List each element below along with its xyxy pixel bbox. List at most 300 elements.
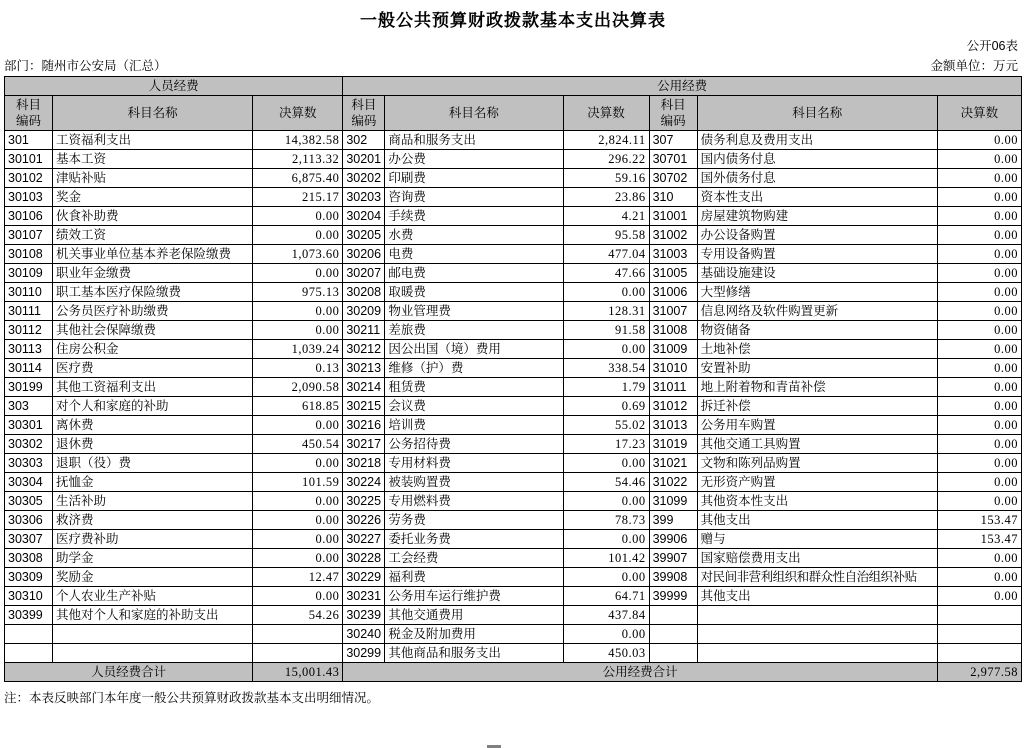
cell-name — [697, 644, 937, 663]
cell-amount: 23.86 — [563, 188, 649, 207]
header-amount-1: 决算数 — [253, 96, 343, 131]
cell-code: 30213 — [343, 359, 385, 378]
cell-name: 租赁费 — [385, 378, 563, 397]
cell-name: 会议费 — [385, 397, 563, 416]
dept-unit-line — [0, 54, 1026, 76]
table-row — [5, 150, 1022, 169]
cell-amount: 0.00 — [937, 188, 1021, 207]
cell-name: 工资福利支出 — [53, 131, 253, 150]
table-row — [5, 397, 1022, 416]
cell-code: 30113 — [5, 340, 53, 359]
cell-code: 30203 — [343, 188, 385, 207]
cell-code: 31099 — [649, 492, 697, 511]
table-row — [5, 283, 1022, 302]
cell-code: 31001 — [649, 207, 697, 226]
cell-name: 文物和陈列品购置 — [697, 454, 937, 473]
cell-code: 39908 — [649, 568, 697, 587]
cell-amount: 0.00 — [253, 264, 343, 283]
cell-code: 30204 — [343, 207, 385, 226]
cell-code: 39907 — [649, 549, 697, 568]
cell-name: 国家赔偿费用支出 — [697, 549, 937, 568]
cell-amount: 0.00 — [937, 492, 1021, 511]
cell-name: 取暖费 — [385, 283, 563, 302]
group-public: 公用经费 — [343, 77, 1022, 96]
cell-code: 30240 — [343, 625, 385, 644]
cell-amount: 0.00 — [937, 454, 1021, 473]
cell-amount: 0.00 — [937, 207, 1021, 226]
header-code-2 — [343, 96, 385, 131]
cell-name: 专用燃料费 — [385, 492, 563, 511]
cell-code — [649, 644, 697, 663]
cell-code: 30228 — [343, 549, 385, 568]
cell-name: 基本工资 — [53, 150, 253, 169]
cell-name: 办公设备购置 — [697, 226, 937, 245]
cell-amount: 0.00 — [937, 169, 1021, 188]
cell-amount: 0.00 — [937, 340, 1021, 359]
cell-amount: 54.46 — [563, 473, 649, 492]
table-row — [5, 226, 1022, 245]
cell-code: 30239 — [343, 606, 385, 625]
cell-name: 国内债务付息 — [697, 150, 937, 169]
cell-code: 399 — [649, 511, 697, 530]
column-header-row — [5, 96, 1022, 131]
cell-code: 39906 — [649, 530, 697, 549]
table-row — [5, 169, 1022, 188]
table-row — [5, 359, 1022, 378]
cell-name — [53, 625, 253, 644]
cell-amount: 0.00 — [253, 416, 343, 435]
cell-name: 其他工资福利支出 — [53, 378, 253, 397]
table-body — [5, 131, 1022, 663]
cell-name: 物业管理费 — [385, 302, 563, 321]
cell-amount — [937, 644, 1021, 663]
cell-code: 30702 — [649, 169, 697, 188]
cell-amount: 0.00 — [937, 302, 1021, 321]
cell-amount: 0.00 — [563, 492, 649, 511]
table-row — [5, 302, 1022, 321]
cell-amount: 0.00 — [253, 226, 343, 245]
cell-amount: 153.47 — [937, 511, 1021, 530]
cell-code: 310 — [649, 188, 697, 207]
cell-amount: 477.04 — [563, 245, 649, 264]
cell-amount: 14,382.58 — [253, 131, 343, 150]
cell-code: 30101 — [5, 150, 53, 169]
table-row — [5, 378, 1022, 397]
footnote: 注：本表反映部门本年度一般公共预算财政拨款基本支出明细情况。 — [4, 691, 380, 705]
cell-code: 302 — [343, 131, 385, 150]
cell-code: 30205 — [343, 226, 385, 245]
cell-amount: 0.00 — [937, 359, 1021, 378]
table-row — [5, 644, 1022, 663]
cell-amount: 0.00 — [563, 283, 649, 302]
cell-name — [697, 606, 937, 625]
cell-amount: 2,113.32 — [253, 150, 343, 169]
totals-row — [5, 663, 1022, 682]
cell-amount: 0.00 — [563, 530, 649, 549]
cell-name: 债务利息及费用支出 — [697, 131, 937, 150]
cell-amount — [937, 625, 1021, 644]
cell-code: 31012 — [649, 397, 697, 416]
cell-amount: 0.00 — [253, 207, 343, 226]
cell-code: 30306 — [5, 511, 53, 530]
cell-code: 31007 — [649, 302, 697, 321]
cell-name: 办公费 — [385, 150, 563, 169]
cell-code: 30216 — [343, 416, 385, 435]
cell-code: 301 — [5, 131, 53, 150]
cell-name: 电费 — [385, 245, 563, 264]
cell-code: 31019 — [649, 435, 697, 454]
table-row — [5, 416, 1022, 435]
cell-amount: 128.31 — [563, 302, 649, 321]
cell-amount: 64.71 — [563, 587, 649, 606]
cell-amount: 0.00 — [563, 568, 649, 587]
cell-name: 医疗费 — [53, 359, 253, 378]
cell-code: 30107 — [5, 226, 53, 245]
cell-code: 30201 — [343, 150, 385, 169]
cell-name: 医疗费补助 — [53, 530, 253, 549]
cell-name: 劳务费 — [385, 511, 563, 530]
cell-code: 30106 — [5, 207, 53, 226]
table-row — [5, 245, 1022, 264]
cell-name: 助学金 — [53, 549, 253, 568]
cell-code: 30227 — [343, 530, 385, 549]
cell-name: 房屋建筑物购建 — [697, 207, 937, 226]
cell-code — [649, 625, 697, 644]
total-public-label: 公用经费合计 — [343, 663, 938, 682]
cell-code: 31009 — [649, 340, 697, 359]
cell-code: 30202 — [343, 169, 385, 188]
table-row — [5, 264, 1022, 283]
table-row — [5, 587, 1022, 606]
cell-code: 30207 — [343, 264, 385, 283]
cell-name: 资本性支出 — [697, 188, 937, 207]
cell-code: 39999 — [649, 587, 697, 606]
cell-name: 赠与 — [697, 530, 937, 549]
cell-code: 30304 — [5, 473, 53, 492]
cell-code: 30209 — [343, 302, 385, 321]
cell-amount — [253, 644, 343, 663]
cell-name: 其他社会保障缴费 — [53, 321, 253, 340]
cell-code — [649, 606, 697, 625]
page-title: 一般公共预算财政拨款基本支出决算表 — [360, 11, 666, 30]
cell-code: 30102 — [5, 169, 53, 188]
cell-code: 30217 — [343, 435, 385, 454]
cell-code: 30224 — [343, 473, 385, 492]
cell-name: 差旅费 — [385, 321, 563, 340]
cell-code: 30225 — [343, 492, 385, 511]
cell-name: 公务招待费 — [385, 435, 563, 454]
cell-name: 其他商品和服务支出 — [385, 644, 563, 663]
cell-amount: 0.00 — [937, 549, 1021, 568]
cell-code: 30110 — [5, 283, 53, 302]
table-row — [5, 435, 1022, 454]
cell-amount: 47.66 — [563, 264, 649, 283]
cell-code: 31021 — [649, 454, 697, 473]
cell-name: 物资储备 — [697, 321, 937, 340]
cell-name: 奖励金 — [53, 568, 253, 587]
table-row — [5, 511, 1022, 530]
cell-amount: 0.00 — [937, 321, 1021, 340]
table-row — [5, 473, 1022, 492]
cell-amount: 0.00 — [937, 568, 1021, 587]
cell-name: 离休费 — [53, 416, 253, 435]
header-code-line2-b: 编码 — [351, 114, 377, 128]
cell-code: 30303 — [5, 454, 53, 473]
cell-name: 地上附着物和青苗补偿 — [697, 378, 937, 397]
cell-amount: 0.00 — [937, 587, 1021, 606]
cell-amount: 618.85 — [253, 397, 343, 416]
cell-name: 救济费 — [53, 511, 253, 530]
cell-name: 培训费 — [385, 416, 563, 435]
cell-code: 30112 — [5, 321, 53, 340]
cell-name: 职工基本医疗保险缴费 — [53, 283, 253, 302]
cell-amount: 1,073.60 — [253, 245, 343, 264]
cell-code: 30399 — [5, 606, 53, 625]
cell-amount: 2,090.58 — [253, 378, 343, 397]
cell-amount: 338.54 — [563, 359, 649, 378]
cell-amount: 0.00 — [937, 397, 1021, 416]
cell-code: 31003 — [649, 245, 697, 264]
header-code-line1: 科目 — [16, 98, 42, 112]
cell-amount: 2,824.11 — [563, 131, 649, 150]
cell-name: 维修（护）费 — [385, 359, 563, 378]
cell-code: 30103 — [5, 188, 53, 207]
cell-name: 土地补偿 — [697, 340, 937, 359]
cell-code: 30111 — [5, 302, 53, 321]
table-row — [5, 340, 1022, 359]
cell-name: 水费 — [385, 226, 563, 245]
sheet-tab-bar[interactable] — [0, 733, 1026, 748]
cell-code: 31013 — [649, 416, 697, 435]
cell-name: 专用材料费 — [385, 454, 563, 473]
cell-amount: 296.22 — [563, 150, 649, 169]
cell-name: 印刷费 — [385, 169, 563, 188]
cell-name: 咨询费 — [385, 188, 563, 207]
cell-name: 商品和服务支出 — [385, 131, 563, 150]
cell-amount — [253, 625, 343, 644]
cell-amount: 0.00 — [253, 454, 343, 473]
cell-name: 大型修缮 — [697, 283, 937, 302]
header-name-1: 科目名称 — [53, 96, 253, 131]
cell-code: 31022 — [649, 473, 697, 492]
cell-amount: 1,039.24 — [253, 340, 343, 359]
cell-name: 公务用车购置 — [697, 416, 937, 435]
header-name-2: 科目名称 — [385, 96, 563, 131]
unit-label: 金额单位：万元 — [930, 59, 1018, 73]
cell-amount: 0.00 — [563, 340, 649, 359]
cell-amount: 101.42 — [563, 549, 649, 568]
cell-amount: 0.00 — [937, 226, 1021, 245]
cell-code: 30229 — [343, 568, 385, 587]
table-row — [5, 549, 1022, 568]
cell-name: 基础设施建设 — [697, 264, 937, 283]
cell-amount: 153.47 — [937, 530, 1021, 549]
cell-code: 30308 — [5, 549, 53, 568]
header-code-line2-c: 编码 — [660, 114, 686, 128]
cell-code — [5, 644, 53, 663]
table-row — [5, 568, 1022, 587]
cell-code: 30310 — [5, 587, 53, 606]
cell-amount: 78.73 — [563, 511, 649, 530]
cell-amount: 0.00 — [253, 530, 343, 549]
header-code-line1-b: 科目 — [351, 98, 377, 112]
cell-name: 其他交通工具购置 — [697, 435, 937, 454]
cell-name: 津贴补贴 — [53, 169, 253, 188]
table-row — [5, 606, 1022, 625]
cell-name: 机关事业单位基本养老保险缴费 — [53, 245, 253, 264]
header-code-line2: 编码 — [16, 114, 42, 128]
cell-code: 30109 — [5, 264, 53, 283]
public-number: 公开06表 — [966, 39, 1018, 53]
cell-name: 税金及附加费用 — [385, 625, 563, 644]
cell-name: 其他交通费用 — [385, 606, 563, 625]
cell-amount: 0.00 — [937, 131, 1021, 150]
cell-code: 30299 — [343, 644, 385, 663]
cell-amount: 54.26 — [253, 606, 343, 625]
cell-code: 31002 — [649, 226, 697, 245]
cell-name: 对个人和家庭的补助 — [53, 397, 253, 416]
cell-name: 住房公积金 — [53, 340, 253, 359]
cell-code: 307 — [649, 131, 697, 150]
cell-code: 30218 — [343, 454, 385, 473]
header-name-3: 科目名称 — [697, 96, 937, 131]
cell-amount: 0.00 — [937, 416, 1021, 435]
cell-amount: 101.59 — [253, 473, 343, 492]
cell-amount: 0.00 — [253, 302, 343, 321]
cell-amount: 59.16 — [563, 169, 649, 188]
header-code-3 — [649, 96, 697, 131]
table-row — [5, 131, 1022, 150]
cell-amount: 95.58 — [563, 226, 649, 245]
header-amount-3: 决算数 — [937, 96, 1021, 131]
cell-name: 公务用车运行维护费 — [385, 587, 563, 606]
cell-code — [5, 625, 53, 644]
table-row — [5, 625, 1022, 644]
cell-name: 对民间非营利组织和群众性自治组织补贴 — [697, 568, 937, 587]
cell-amount: 91.58 — [563, 321, 649, 340]
cell-code: 30231 — [343, 587, 385, 606]
cell-amount: 0.00 — [253, 321, 343, 340]
cell-code: 30307 — [5, 530, 53, 549]
cell-amount: 0.00 — [937, 283, 1021, 302]
cell-code: 30211 — [343, 321, 385, 340]
cell-amount: 0.69 — [563, 397, 649, 416]
cell-amount: 4.21 — [563, 207, 649, 226]
cell-name: 其他对个人和家庭的补助支出 — [53, 606, 253, 625]
cell-name: 绩效工资 — [53, 226, 253, 245]
cell-amount: 975.13 — [253, 283, 343, 302]
cell-name: 生活补助 — [53, 492, 253, 511]
cell-amount: 0.00 — [253, 587, 343, 606]
cell-name: 手续费 — [385, 207, 563, 226]
cell-amount: 0.00 — [937, 264, 1021, 283]
cell-amount: 0.00 — [253, 511, 343, 530]
cell-name: 抚恤金 — [53, 473, 253, 492]
cell-code: 31010 — [649, 359, 697, 378]
table-row — [5, 454, 1022, 473]
cell-code: 30212 — [343, 340, 385, 359]
group-personnel: 人员经费 — [5, 77, 343, 96]
cell-code: 30208 — [343, 283, 385, 302]
dept-label: 部门：随州市公安局（汇总） — [4, 59, 167, 73]
cell-name: 专用设备购置 — [697, 245, 937, 264]
cell-name: 其他支出 — [697, 587, 937, 606]
cell-name: 其他资本性支出 — [697, 492, 937, 511]
cell-amount: 450.54 — [253, 435, 343, 454]
cell-name: 伙食补助费 — [53, 207, 253, 226]
cell-name: 信息网络及软件购置更新 — [697, 302, 937, 321]
cell-amount: 1.79 — [563, 378, 649, 397]
cell-name: 邮电费 — [385, 264, 563, 283]
cell-code: 30214 — [343, 378, 385, 397]
cell-amount: 0.00 — [563, 454, 649, 473]
total-personnel-label: 人员经费合计 — [5, 663, 253, 682]
cell-name: 被装购置费 — [385, 473, 563, 492]
cell-code: 31006 — [649, 283, 697, 302]
cell-amount: 0.00 — [253, 492, 343, 511]
table-row — [5, 188, 1022, 207]
cell-code: 30302 — [5, 435, 53, 454]
cell-code: 30305 — [5, 492, 53, 511]
cell-name: 拆迁补偿 — [697, 397, 937, 416]
total-personnel-value: 15,001.43 — [253, 663, 343, 682]
cell-code: 31005 — [649, 264, 697, 283]
table-row — [5, 207, 1022, 226]
cell-code: 30301 — [5, 416, 53, 435]
cell-amount: 6,875.40 — [253, 169, 343, 188]
cell-code: 31011 — [649, 378, 697, 397]
cell-name: 奖金 — [53, 188, 253, 207]
cell-name: 其他支出 — [697, 511, 937, 530]
cell-amount: 0.00 — [937, 150, 1021, 169]
cell-name: 安置补助 — [697, 359, 937, 378]
cell-amount: 0.13 — [253, 359, 343, 378]
header-amount-2: 决算数 — [563, 96, 649, 131]
cell-amount: 55.02 — [563, 416, 649, 435]
cell-code: 30206 — [343, 245, 385, 264]
cell-code: 31008 — [649, 321, 697, 340]
cell-name: 因公出国（境）费用 — [385, 340, 563, 359]
cell-amount: 215.17 — [253, 188, 343, 207]
cell-name — [53, 644, 253, 663]
cell-amount: 437.84 — [563, 606, 649, 625]
cell-name: 国外债务付息 — [697, 169, 937, 188]
cell-amount: 0.00 — [937, 245, 1021, 264]
cell-name: 福利费 — [385, 568, 563, 587]
cell-code: 30108 — [5, 245, 53, 264]
cell-name: 退职（役）费 — [53, 454, 253, 473]
table-row — [5, 492, 1022, 511]
cell-amount: 0.00 — [937, 435, 1021, 454]
cell-amount: 12.47 — [253, 568, 343, 587]
cell-amount: 450.03 — [563, 644, 649, 663]
cell-name: 公务员医疗补助缴费 — [53, 302, 253, 321]
cell-name: 退休费 — [53, 435, 253, 454]
cell-code: 30309 — [5, 568, 53, 587]
cell-amount: 0.00 — [937, 378, 1021, 397]
cell-amount — [937, 606, 1021, 625]
budget-table — [4, 76, 1022, 682]
cell-name: 个人农业生产补贴 — [53, 587, 253, 606]
cell-amount: 17.23 — [563, 435, 649, 454]
cell-code: 30215 — [343, 397, 385, 416]
table-row — [5, 530, 1022, 549]
total-public-value: 2,977.58 — [937, 663, 1021, 682]
group-header-row — [5, 77, 1022, 96]
cell-code: 303 — [5, 397, 53, 416]
cell-amount: 0.00 — [937, 473, 1021, 492]
table-row — [5, 321, 1022, 340]
